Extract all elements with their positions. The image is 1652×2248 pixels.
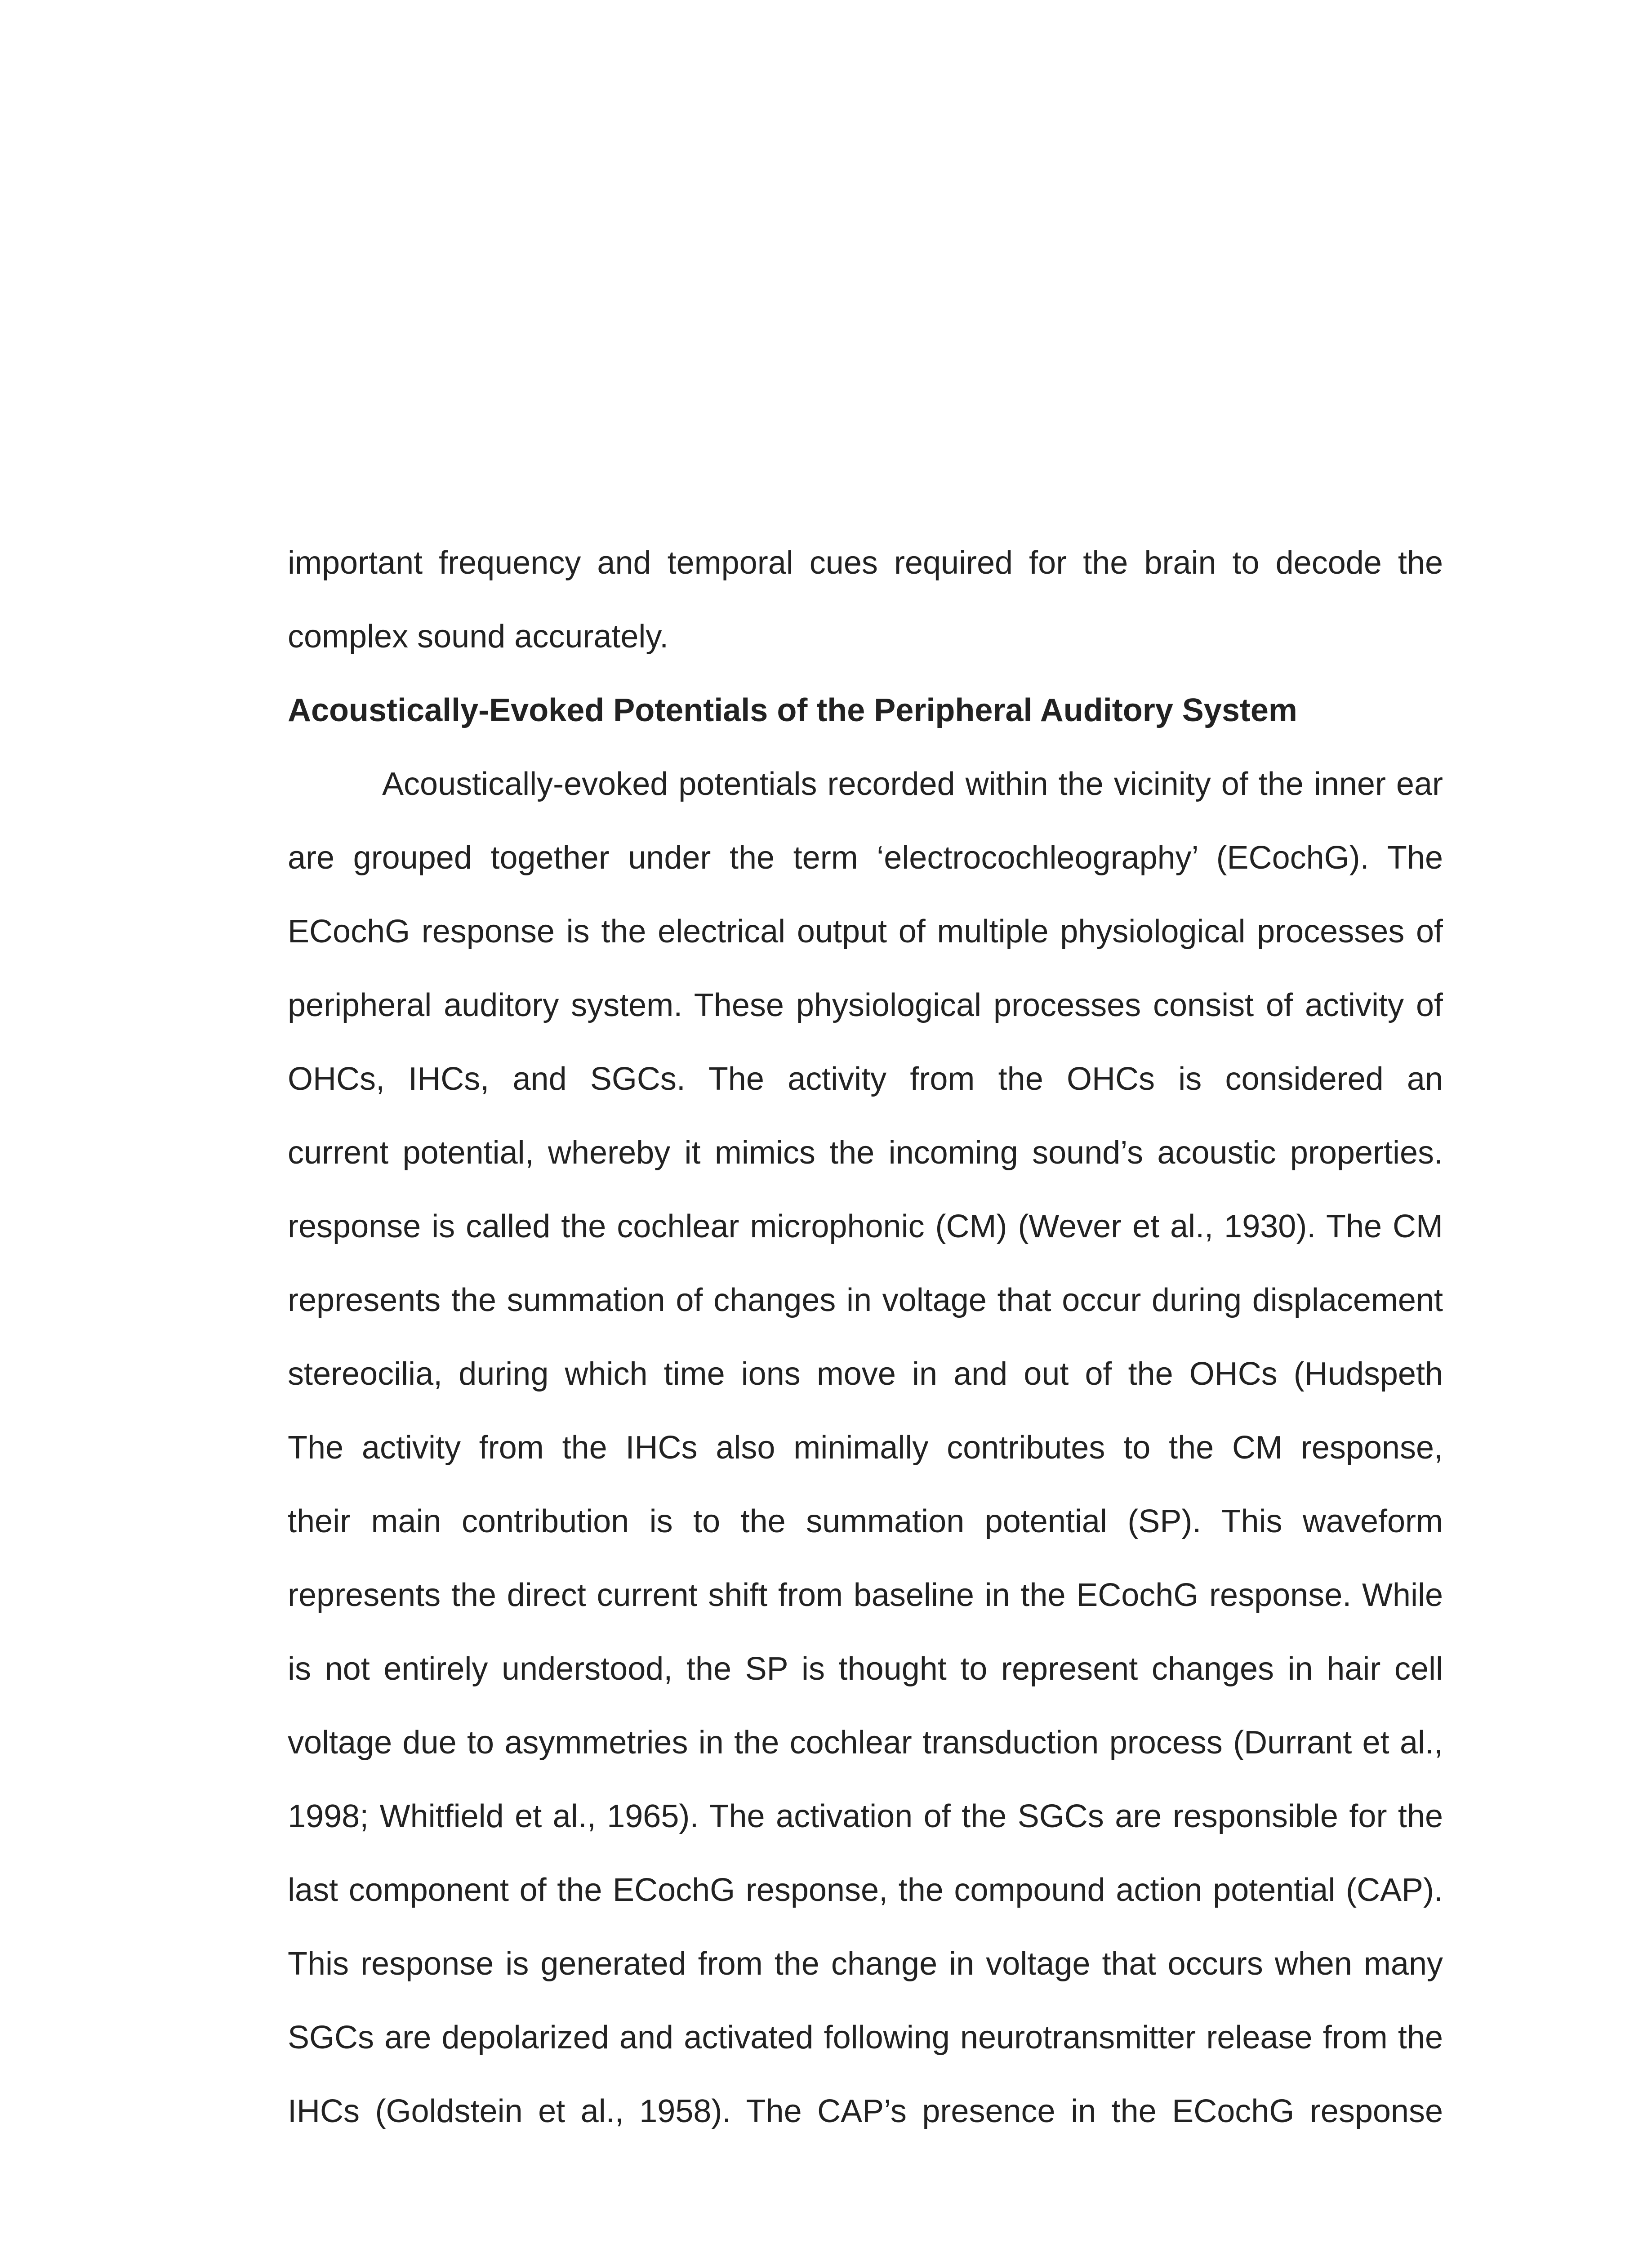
paragraph-line: Acoustically-evoked potentials recorded within the vicinity of the inner ear: [382, 766, 1443, 802]
paragraph-line: ECochG response is the electrical output of multiple physiological processes of: [288, 914, 1443, 950]
text-line: important frequency and temporal cues required for the brain to decode the: [288, 545, 1443, 581]
paragraph-line: voltage due to asymmetries in the cochlear transduction process (Durrant et al.,: [288, 1725, 1443, 1761]
paragraph-line: represents the summation of changes in voltage that occur during displacement: [288, 1282, 1443, 1318]
body-text: [288, 526, 1443, 2148]
paragraph-line: peripheral auditory system. These physiological processes consist of activity of: [288, 987, 1443, 1023]
paragraph-line: The activity from the IHCs also minimally contributes to the CM response,: [288, 1430, 1443, 1466]
paragraph-line: current potential, whereby it mimics the incoming sound’s acoustic properties.: [288, 1135, 1443, 1171]
paragraph-line: IHCs (Goldstein et al., 1958). The CAP’s presence in the ECochG response: [288, 2093, 1443, 2129]
paragraph-line: 1998; Whitfield et al., 1965). The activation of the SGCs are responsible for the: [288, 1798, 1443, 1834]
text-line: complex sound accurately.: [288, 619, 669, 655]
paragraph-line: OHCs, IHCs, and SGCs. The activity from the OHCs is considered an: [288, 1061, 1443, 1097]
paragraph-line: are grouped together under the term ‘electrocochleography’ (ECochG). The: [288, 840, 1443, 876]
paragraph-line: SGCs are depolarized and activated following neurotransmitter release from the: [288, 2020, 1443, 2056]
paragraph-line: is not entirely understood, the SP is thought to represent changes in hair cell: [288, 1651, 1443, 1687]
paragraph-line: represents the direct current shift from baseline in the ECochG response. While: [288, 1577, 1443, 1613]
section-heading: Acoustically-Evoked Potentials of the Peripheral Auditory System: [288, 692, 1297, 728]
paragraph-line: their main contribution is to the summation potential (SP). This waveform: [288, 1503, 1443, 1539]
paragraph-line: This response is generated from the change in voltage that occurs when many: [288, 1946, 1443, 1982]
paragraph-line: last component of the ECochG response, the compound action potential (CAP).: [288, 1872, 1443, 1908]
paragraph-line: response is called the cochlear microphonic (CM) (Wever et al., 1930). The CM: [288, 1209, 1443, 1244]
paragraph-line: stereocilia, during which time ions move in and out of the OHCs (Hudspeth: [288, 1356, 1443, 1392]
